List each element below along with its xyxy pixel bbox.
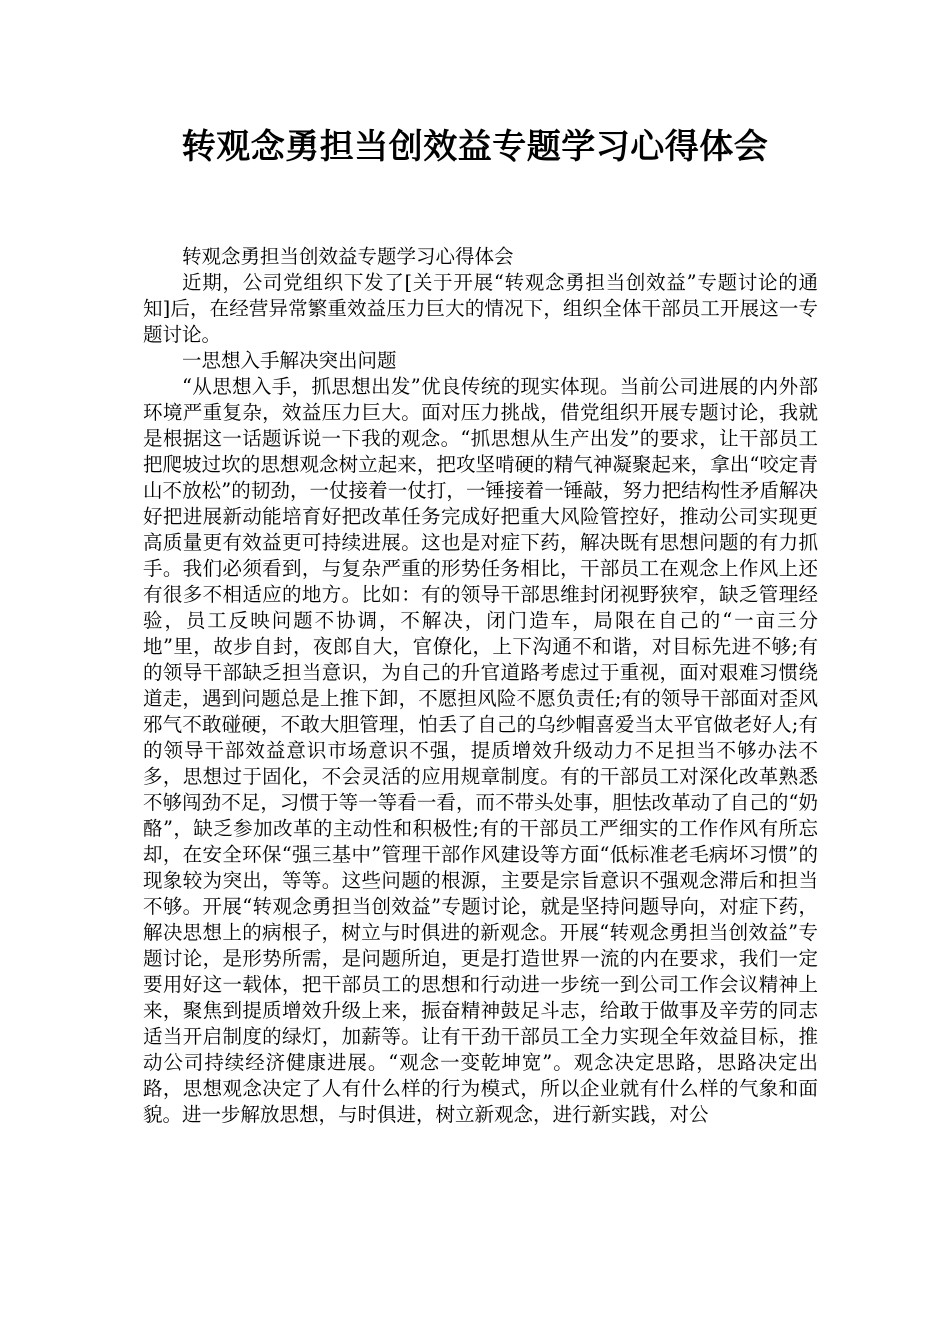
section-heading: 一思想入手解决突出问题 [182,349,397,372]
document-title: 转观念勇担当创效益专题学习心得体会 [181,127,769,167]
intro-paragraph: 近期，公司党组织下发了[关于开展“转观念勇担当创效益”专题讨论的通知]后，在经营异常繁重效益压力巨大的情况下，组织全体干部员工开展这一专题讨论。 [143,271,818,346]
subtitle-paragraph: 转观念勇担当创效益专题学习心得体会 [182,245,514,268]
document-body [143,244,818,1128]
body-paragraph: “从思想入手，抓思想出发”优良传统的现实体现。当前公司进展的内外部环境严重复杂，效益压力巨大。面对压力挑战，借党组织开展专题讨论，我就是根据这一话题诉说一下我的观念。“抓思想从生产出发”的要求，让干部员工把爬坡过坎的思想观念树立起来，把攻坚啃硬的精气神凝聚起来，拿出“咬定青山不放松”的韧劲，一仗接着一仗打，一锤接着一锤敲，努力把结构性矛盾解决好把进展新动能培育好把改革任务完成好把重大风险管控好，推动公司实现更高质量更有效益更可持续进展。这也是对症下药，解决既有思想问题的有力抓手。我们必须看到，与复杂严重的形势任务相比，干部员工在观念上作风上还有很多不相适应的地方。比如：有的领导干部思维封闭视野狭窄，缺乏管理经验，员工反映问题不协调，不解决，闭门造车，局限在自己的“一亩三分地”里，故步自封，夜郎自大，官僚化，上下沟通不和谐，对目标先进不够;有的领导干部缺乏担当意识，为自己的升官道路考虑过于重视，面对艰难习惯绕道走，遇到问题总是上推下卸，不愿担风险不愿负责任;有的领导干部面对歪风邪气不敢碰硬，不敢大胆管理，怕丢了自己的乌纱帽喜爱当太平官做老好人;有的领导干部效益意识市场意识不强，提质增效升级动力不足担当不够办法不多，思想过于固化，不会灵活的应用规章制度。有的干部员工对深化改革熟悉不够闯劲不足，习惯于等一等看一看，而不带头处事，胆怯改革动了自己的“奶酪”，缺乏参加改革的主动性和积极性;有的干部员工严细实的工作作风有所忘却，在安全环保“强三基中”管理干部作风建设等方面“低标准老毛病坏习惯”的现象较为突出，等等。这些问题的根源，主要是宗旨意识不强观念滞后和担当不够。开展“转观念勇担当创效益”专题讨论，就是坚持问题导向，对症下药，解决思想上的病根子，树立与时俱进的新观念。开展“转观念勇担当创效益”专题讨论，是形势所需，是问题所迫，更是打造世界一流的内在要求，我们一定要用好这一载体，把干部员工的思想和行动进一步统一到公司工作会议精神上来，聚焦到提质增效升级上来，振奋精神鼓足斗志，给敢于做事及辛劳的同志适当开启制度的绿灯，加薪等。让有干劲干部员工全力实现全年效益目标，推动公司持续经济健康进展。“观念一变乾坤宽”。观念决定思路，思路决定出路，思想观念决定了人有什么样的行为模式，所以企业就有什么样的气象和面貌。进一步解放思想，与时俱进，树立新观念，进行新实践，对公 [143,375,818,1126]
